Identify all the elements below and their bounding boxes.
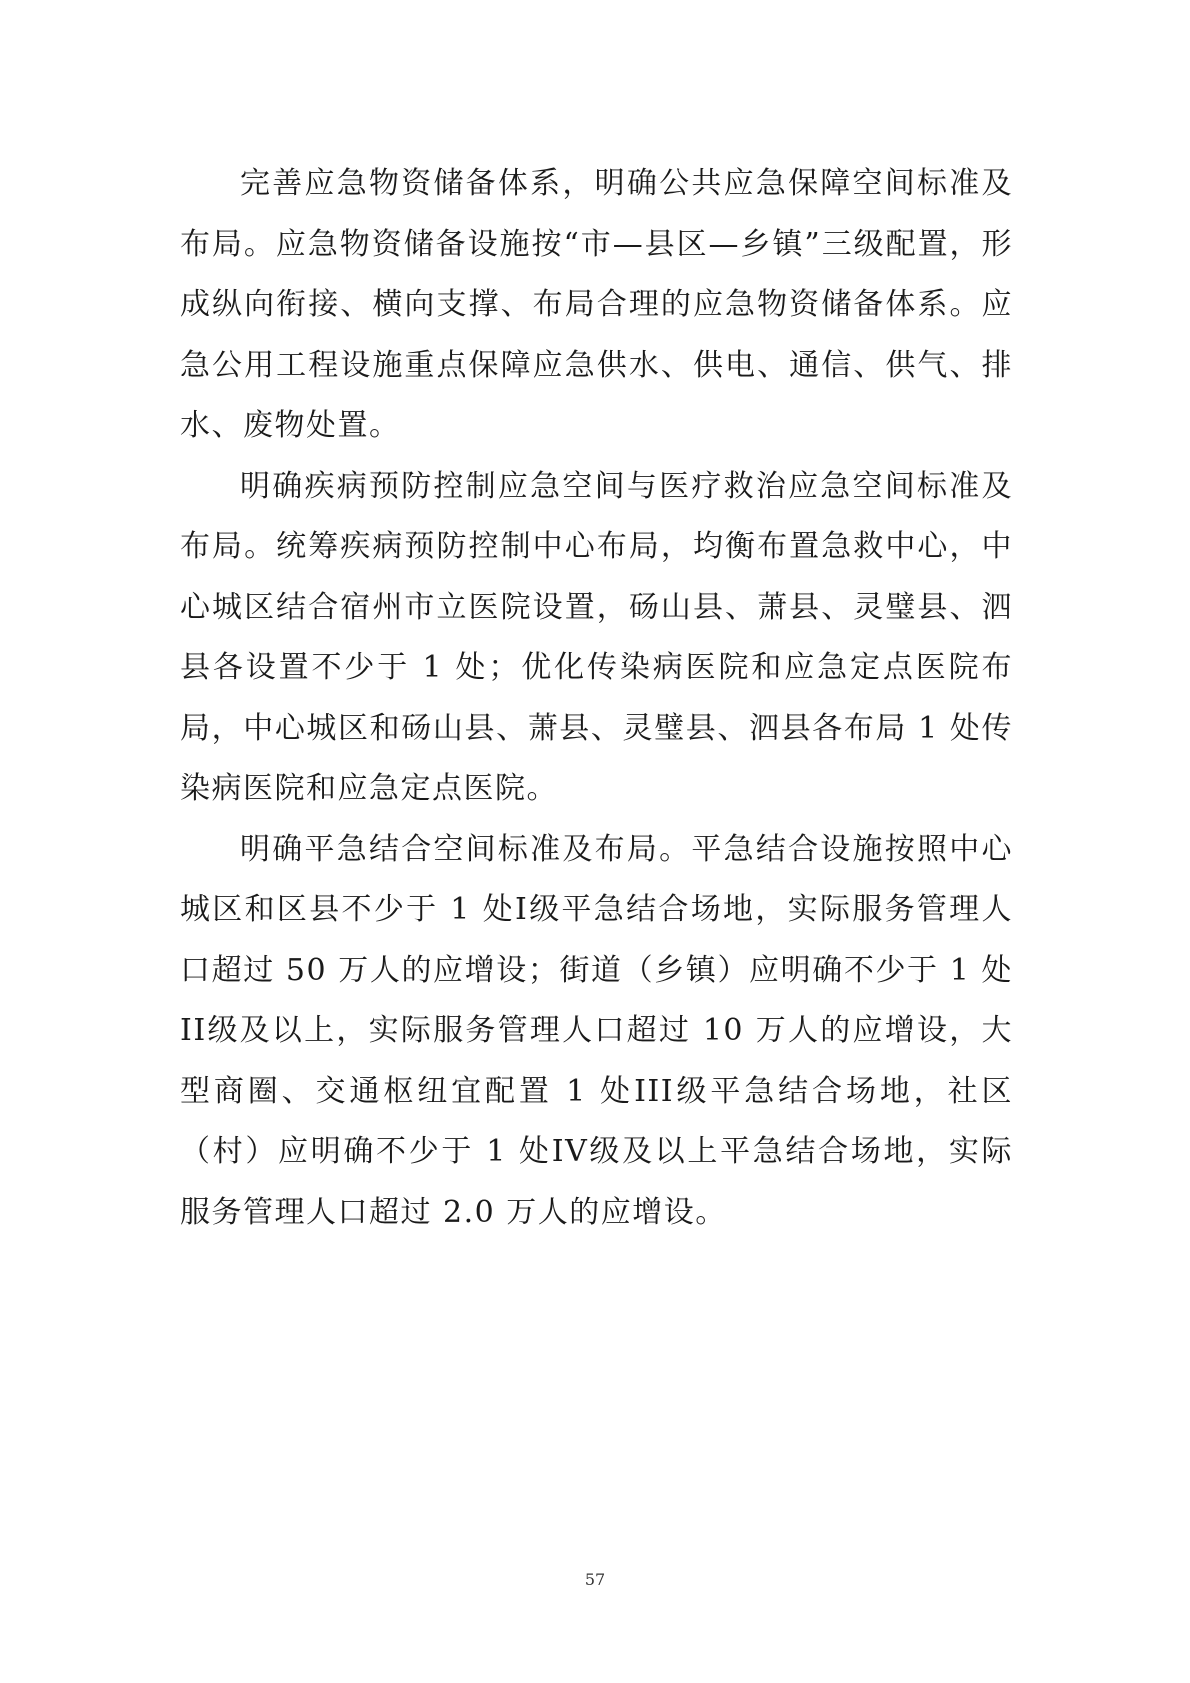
paragraph-emergency-supplies: 完善应急物资储备体系，明确公共应急保障空间标准及布局。应急物资储备设施按“市—县区—乡镇”三级配置，形成纵向衔接、横向支撑、布局合理的应急物资储备体系。应急公用工程设施重点保障应急供水、供电、通信、供气、排水、废物处置。	[180, 166, 1013, 443]
paragraph-peacetime-emergency: 明确平急结合空间标准及布局。平急结合设施按照中心城区和区县不少于 1 处I级平急结合场地，实际服务管理人口超过 50 万人的应增设；街道（乡镇）应明确不少于 1 处II级及以上，实际服务管理人口超过 10 万人的应增设，大型商圈、交通枢纽宜配置 1 处III级平急结合场地，社区（村）应明确不少于 1 处IV级及以上平急结合场地，实际服务管理人口超过 2.0 万人的应增设。	[180, 831, 1013, 1230]
body-text	[180, 154, 1013, 1243]
page-number: 57	[584, 1570, 606, 1589]
paragraph-disease-control-medical: 明确疾病预防控制应急空间与医疗救治应急空间标准及布局。统筹疾病预防控制中心布局，均衡布置急救中心，中心城区结合宿州市立医院设置，砀山县、萧县、灵璧县、泗县各设置不少于 1 处；优化传染病医院和应急定点医院布局，中心城区和砀山县、萧县、灵璧县、泗县各布局 1 处传染病医院和应急定点医院。	[180, 468, 1013, 806]
